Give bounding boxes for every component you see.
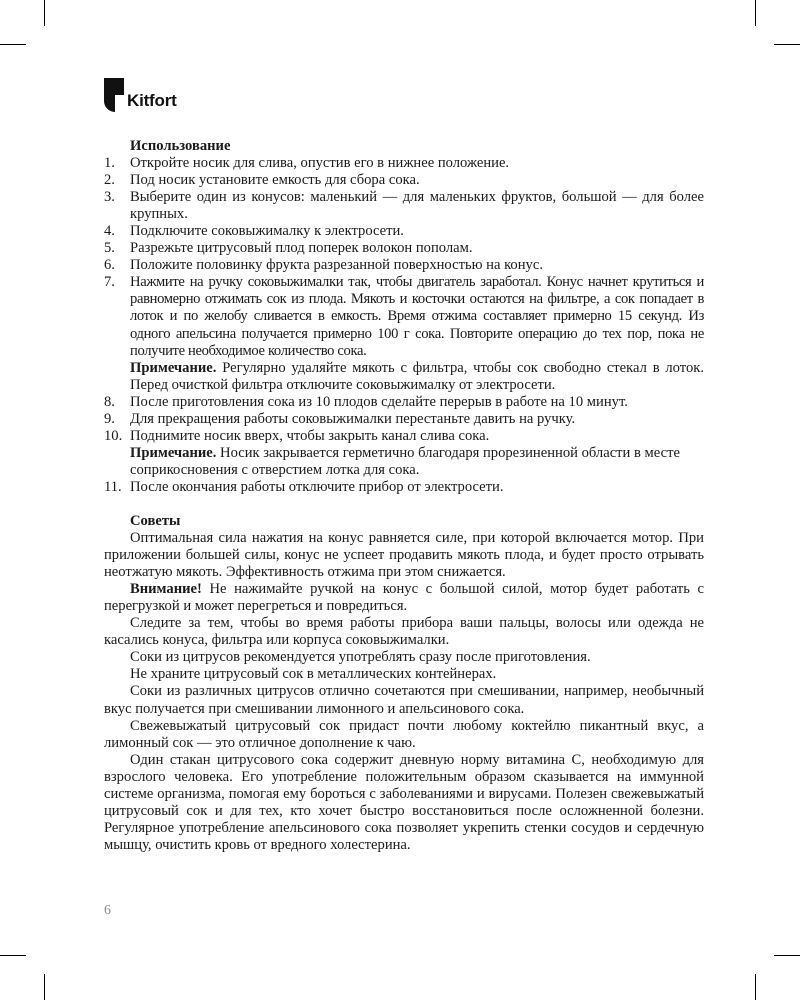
item-text: Откройте носик для слива, опустив его в нижнее положение. bbox=[130, 155, 510, 172]
note-paragraph bbox=[104, 360, 704, 394]
item-text: Положите половинку фрукта разрезанной поверхностью на конус. bbox=[130, 257, 543, 274]
item-number: 7. bbox=[104, 274, 115, 291]
item-number: 10. bbox=[104, 427, 123, 444]
tip-paragraph: Следите за тем, чтобы во время работы прибора ваши пальцы, волосы или одежда не касались конуса, фильтра или корпуса соковыжималки. bbox=[104, 615, 704, 649]
warning-label: Внимание! bbox=[130, 581, 202, 598]
item-text: После окончания работы отключите прибор от электросети. bbox=[130, 478, 504, 495]
item-number: 3. bbox=[104, 189, 115, 206]
note-label: Примечание. bbox=[130, 444, 217, 461]
warning-paragraph bbox=[104, 581, 704, 615]
manual-page-body bbox=[104, 138, 704, 854]
list-item bbox=[104, 257, 704, 274]
item-number: 1. bbox=[104, 155, 115, 172]
crop-mark bbox=[0, 44, 26, 45]
section-heading-usage: Использование bbox=[130, 138, 231, 154]
section-heading-tips: Советы bbox=[130, 512, 181, 529]
crop-mark bbox=[755, 974, 756, 1000]
item-number: 5. bbox=[104, 240, 115, 257]
item-number: 2. bbox=[104, 172, 115, 189]
list-item bbox=[104, 428, 704, 445]
item-text: Нажмите на ручку соковыжималки так, чтобы двигатель заработал. Конус начнет крутиться и равномерно отжимать сок из плода. Мякоть и косточки остаются на фильтре, а сок попадает в лоток и по желобу сливается в емкость. Время отжима составляет примерно 15 секунд. Из одного апельсина получается примерно 100 г сока. Повторите операцию до тех пор, пока не получите необходимое количество сока. bbox=[130, 274, 704, 359]
warning-text: Не нажимайте ручкой на конус с большой силой, мотор будет работать с перегрузкой и может перегреться и повредиться. bbox=[104, 581, 704, 615]
item-text: Разрежьте цитрусовый плод поперек волокон пополам. bbox=[130, 240, 473, 257]
note-text: Носик закрывается герметично благодаря прорезиненной области в месте соприкосновения с отверстием лотка для сока. bbox=[130, 444, 680, 478]
crop-mark bbox=[44, 0, 45, 26]
list-item bbox=[104, 172, 704, 189]
item-number: 11. bbox=[104, 478, 122, 495]
item-text: После приготовления сока из 10 плодов сделайте перерыв в работе на 10 минут. bbox=[130, 393, 628, 410]
tip-paragraph: Соки из цитрусов рекомендуется употреблять сразу после приготовления. bbox=[130, 649, 591, 666]
item-text: Выберите один из конусов: маленький — для маленьких фруктов, большой — для более крупных. bbox=[130, 189, 704, 223]
item-text: Поднимите носик вверх, чтобы закрыть канал слива сока. bbox=[130, 427, 490, 444]
crop-mark bbox=[44, 974, 45, 1000]
item-text: Под носик установите емкость для сбора сока. bbox=[130, 172, 420, 189]
crop-mark bbox=[774, 955, 800, 956]
tip-paragraph: Один стакан цитрусового сока содержит дневную норму витамина С, необходимую для взрослого человека. Его употребление положительным образом сказывается на иммунной системе организма, помогая ему бороться с заболеваниями и вирусами. Полезен свежевыжатый цитрусовый сок и для тех, кто хочет быстро восстановиться после осложненной болезни. Регулярное употребление апельсинового сока позволяет укрепить стенки сосудов и сердечную мышцу, очистить кровь от вредного холестерина. bbox=[104, 751, 704, 853]
tip-paragraph: Свежевыжатый цитрусовый сок придаст почти любому коктейлю пикантный вкус, а лимонный сок — это отличное дополнение к чаю. bbox=[104, 717, 704, 751]
brand-logo bbox=[104, 78, 177, 112]
tip-paragraph: Оптимальная сила нажатия на конус равняется силе, при которой включается мотор. При приложении большей силы, конус не успеет продавить мякоть плода, и будет просто отрывать неотжатую мякоть. Эффективность отжима при этом снижается. bbox=[104, 530, 704, 581]
item-number: 4. bbox=[104, 223, 115, 240]
note-text: Регулярно удаляйте мякоть с фильтра, чтобы сок свободно стекал в лоток. Перед очисткой фильтра отключите соковыжималку от электросети. bbox=[130, 359, 704, 393]
note-label: Примечание. bbox=[130, 359, 217, 376]
list-item bbox=[104, 240, 704, 257]
list-item bbox=[104, 155, 704, 172]
item-number: 9. bbox=[104, 410, 115, 427]
crop-mark bbox=[755, 0, 756, 26]
item-number: 8. bbox=[104, 393, 115, 410]
list-item bbox=[104, 394, 704, 411]
list-item bbox=[104, 223, 704, 240]
crop-mark bbox=[0, 955, 26, 956]
note-paragraph bbox=[104, 445, 704, 479]
brand-name: Kitfort bbox=[127, 91, 177, 110]
item-text: Для прекращения работы соковыжималки перестаньте давить на ручку. bbox=[130, 410, 576, 427]
list-item bbox=[104, 274, 704, 359]
tip-paragraph: Не храните цитрусовый сок в металлических контейнерах. bbox=[130, 666, 497, 683]
crop-mark bbox=[774, 44, 800, 45]
page-number: 6 bbox=[104, 903, 111, 918]
spacer bbox=[104, 496, 704, 513]
tip-paragraph: Соки из различных цитрусов отлично сочетаются при смешивании, например, необычный вкус получается при смешивании лимонного и апельсинового сока. bbox=[104, 683, 704, 717]
list-item bbox=[104, 189, 704, 223]
item-text: Подключите соковыжималку к электросети. bbox=[130, 223, 404, 240]
item-number: 6. bbox=[104, 257, 115, 274]
list-item bbox=[104, 479, 704, 496]
kitfort-logo-icon bbox=[104, 78, 124, 112]
list-item bbox=[104, 411, 704, 428]
